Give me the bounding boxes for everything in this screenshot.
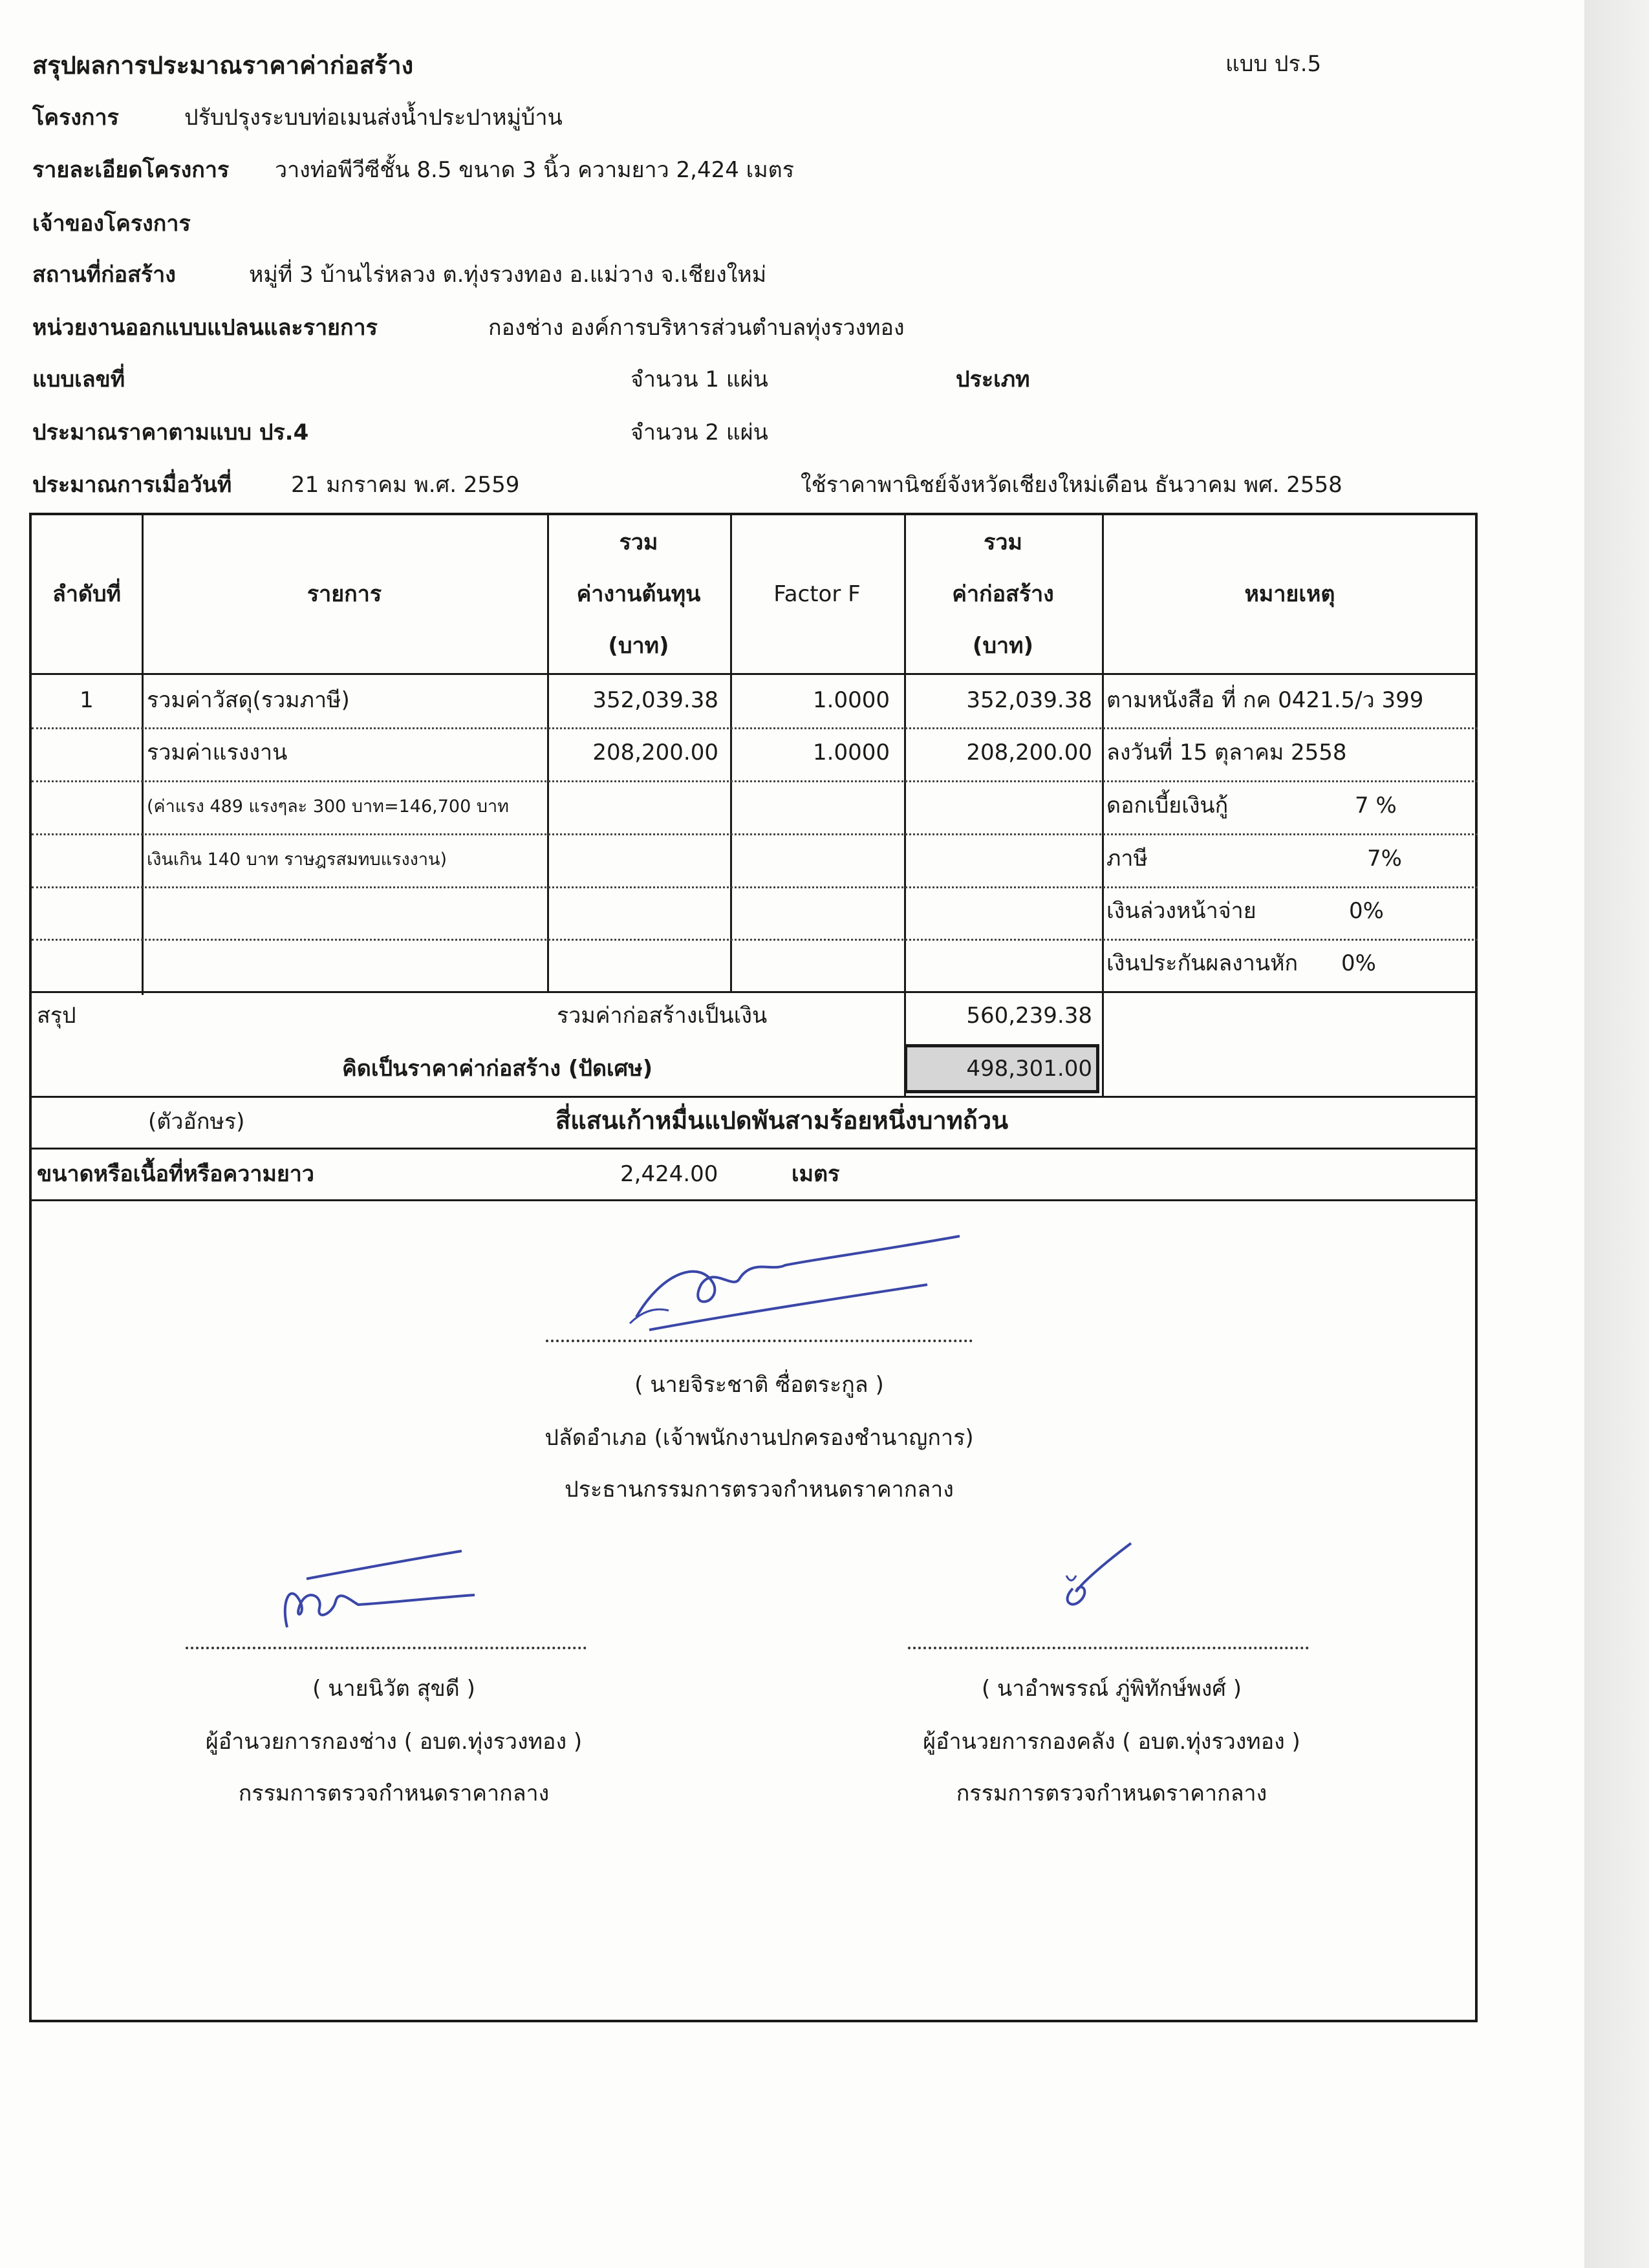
estimate-date-value: 21 มกราคม พ.ศ. 2559 — [291, 472, 520, 498]
rounded-label: คิดเป็นราคาค่าก่อสร้าง (ปัดเศษ) — [342, 1056, 653, 1082]
row-line-5 — [32, 939, 1478, 941]
chair-signature-line — [546, 1340, 973, 1342]
header-bottom-line — [32, 673, 1475, 675]
header-total-3: (บาท) — [972, 633, 1034, 659]
sum-value: 560,239.38 — [966, 1003, 1092, 1029]
row-6-remark-value: 0% — [1341, 950, 1376, 976]
document-title: สรุปผลการประมาณราคาค่าก่อสร้าง — [32, 51, 414, 80]
row-line-4 — [32, 886, 1478, 888]
owner-label: เจ้าของโครงการ — [32, 211, 191, 237]
row-line-1 — [32, 727, 1478, 729]
header-cost-1: รวม — [619, 530, 658, 555]
drawing-no-label: แบบเลขที่ — [32, 367, 125, 392]
design-unit-label: หน่วยงานออกแบบแปลนและรายการ — [32, 315, 378, 341]
header-total-1: รวม — [984, 530, 1022, 555]
left-position: ผู้อำนวยการกองช่าง ( อบต.ทุ่งรวงทอง ) — [205, 1729, 583, 1755]
type-label: ประเภท — [956, 367, 1030, 392]
row-1-cost: 352,039.38 — [592, 687, 718, 713]
scan-edge — [1584, 0, 1649, 2268]
items-bottom-line — [32, 991, 1475, 993]
row-2-factor: 1.0000 — [813, 740, 890, 765]
chair-role: ประธานกรรมการตรวจกำหนดราคากลาง — [565, 1477, 954, 1503]
row-6-remark: เงินประกันผลงานหัก — [1106, 950, 1299, 976]
project-value: ปรับปรุงระบบท่อเมนส่งน้ำประปาหมู่บ้าน — [184, 105, 563, 131]
row-1-item: รวมค่าวัสดุ(รวมภาษี) — [147, 687, 350, 713]
estimate-form-count: จำนวน 2 แผ่น — [630, 420, 768, 445]
size-bottom-line — [32, 1199, 1475, 1201]
form-code: แบบ ปร.5 — [1225, 51, 1322, 77]
right-role: กรรมการตรวจกำหนดราคากลาง — [956, 1781, 1267, 1806]
detail-value: วางท่อพีวีซีชั้น 8.5 ขนาด 3 นิ้ว ความยาว 2,424 เมตร — [275, 157, 795, 183]
row-5-remark-value: 0% — [1349, 898, 1384, 924]
left-name: ( นายนิวัต สุขดี ) — [312, 1676, 475, 1702]
detail-label: รายละเอียดโครงการ — [32, 157, 230, 183]
size-unit: เมตร — [792, 1161, 840, 1187]
row-2-total: 208,200.00 — [966, 740, 1092, 765]
estimate-date-label: ประมาณการเมื่อวันที่ — [32, 472, 232, 498]
row-1-remark: ตามหนังสือ ที่ กค 0421.5/ว 399 — [1106, 687, 1424, 713]
header-seq: ลำดับที่ — [52, 581, 121, 607]
summary-bottom-line — [32, 1096, 1475, 1098]
header-remark: หมายเหตุ — [1244, 581, 1335, 607]
header-total-2: ค่าก่อสร้าง — [952, 581, 1054, 607]
row-3-remark-value: 7 % — [1355, 793, 1397, 818]
row-3-remark: ดอกเบี้ยเงินกู้ — [1106, 793, 1229, 818]
row-2-remark: ลงวันที่ 15 ตุลาคม 2558 — [1106, 740, 1347, 765]
row-4-item: เงินเกิน 140 บาท ราษฎรสมทบแรงงาน) — [147, 850, 447, 870]
estimate-form-label: ประมาณราคาตามแบบ ปร.4 — [32, 420, 309, 445]
rounded-value: 498,301.00 — [966, 1056, 1092, 1082]
left-signature-icon — [261, 1543, 494, 1640]
estimate-table — [29, 513, 1478, 2022]
design-unit-value: กองช่าง องค์การบริหารส่วนตำบลทุ่งรวงทอง — [488, 315, 905, 341]
left-signature-line — [186, 1647, 587, 1649]
words-label: (ตัวอักษร) — [148, 1109, 245, 1135]
row-3-item: (ค่าแรง 489 แรงๆละ 300 บาท=146,700 บาท — [147, 797, 509, 817]
words-bottom-line — [32, 1148, 1475, 1150]
header-cost-3: (บาท) — [608, 633, 669, 659]
size-label: ขนาดหรือเนื้อที่หรือความยาว — [37, 1161, 314, 1187]
chair-signature-icon — [623, 1233, 986, 1349]
right-signature-line — [908, 1647, 1309, 1649]
header-cost-2: ค่างานต้นทุน — [576, 581, 701, 607]
row-1-factor: 1.0000 — [813, 687, 890, 713]
row-2-cost: 208,200.00 — [592, 740, 718, 765]
row-line-3 — [32, 833, 1478, 835]
row-5-remark: เงินล่วงหน้าจ่าย — [1106, 898, 1256, 924]
chair-name: ( นายจิระชาติ ซื่อตระกูล ) — [634, 1372, 884, 1398]
header-item: รายการ — [307, 581, 382, 607]
site-label: สถานที่ก่อสร้าง — [32, 262, 176, 288]
row-4-remark: ภาษี — [1106, 846, 1148, 872]
right-name: ( นาอำพรรณ์ ภู่พิทักษ์พงศ์ ) — [981, 1676, 1242, 1702]
sum-label: รวมค่าก่อสร้างเป็นเงิน — [557, 1003, 768, 1029]
site-value: หมู่ที่ 3 บ้านไร่หลวง ต.ทุ่งรวงทอง อ.แม่วาง จ.เชียงใหม่ — [249, 262, 767, 288]
row-4-remark-value: 7% — [1367, 846, 1402, 872]
row-line-2 — [32, 780, 1478, 782]
left-role: กรรมการตรวจกำหนดราคากลาง — [238, 1781, 550, 1806]
summary-label: สรุป — [37, 1003, 76, 1029]
row-1-total: 352,039.38 — [966, 687, 1092, 713]
row-2-item: รวมค่าแรงงาน — [147, 740, 288, 765]
drawing-count: จำนวน 1 แผ่น — [630, 367, 768, 392]
words-value: สี่แสนเก้าหมื่นแปดพันสามร้อยหนึ่งบาทถ้วน — [555, 1106, 1009, 1135]
size-value: 2,424.00 — [620, 1161, 718, 1187]
price-reference: ใช้ราคาพานิชย์จังหวัดเชียงใหม่เดือน ธันวาคม พศ. 2558 — [801, 472, 1342, 498]
right-signature-icon — [1053, 1537, 1157, 1614]
project-label: โครงการ — [32, 105, 119, 131]
right-position: ผู้อำนวยการกองคลัง ( อบต.ทุ่งรวงทอง ) — [923, 1729, 1300, 1755]
chair-position: ปลัดอำเภอ (เจ้าพนักงานปกครองชำนาญการ) — [544, 1425, 974, 1451]
row-1-seq: 1 — [80, 687, 94, 713]
header-factor: Factor F — [773, 581, 861, 607]
